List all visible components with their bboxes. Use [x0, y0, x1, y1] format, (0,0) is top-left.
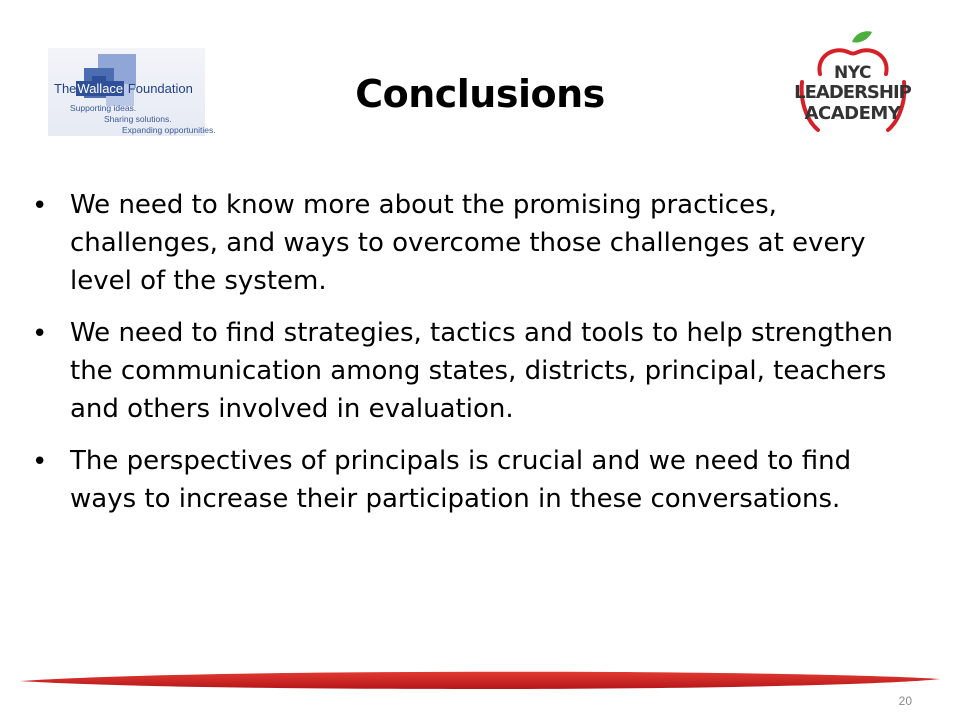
- wallace-tagline-1: Supporting ideas.: [70, 103, 137, 113]
- bullet-text: We need to find strategies, tactics and tools to help strengthen the communication among states, districts, principal, teachers and others involved in evaluation.: [70, 318, 894, 424]
- wallace-foundation-logo: [48, 48, 216, 136]
- bullet-marker: •: [32, 191, 48, 221]
- bullet-list: [30, 186, 920, 532]
- bullet-marker: •: [32, 447, 48, 477]
- nyc-leadership-academy-logo: [790, 30, 915, 135]
- wallace-name-highlight: Wallace: [77, 81, 124, 96]
- nyc-logo-line-3: ACADEMY: [804, 103, 901, 124]
- bullet-item: [30, 186, 920, 300]
- wallace-name-suffix: Foundation: [127, 81, 193, 96]
- wallace-name: [54, 81, 193, 96]
- bullet-item: [30, 442, 920, 518]
- page-number: 20: [898, 694, 912, 708]
- wallace-tagline-2: Sharing solutions.: [104, 114, 172, 124]
- nyc-logo-line-2: LEADERSHIP: [794, 82, 911, 103]
- red-swoosh-bar: [18, 668, 942, 692]
- bullet-item: [30, 314, 920, 428]
- bullet-marker: •: [32, 319, 48, 349]
- bullet-text: The perspectives of principals is crucial and we need to find ways to increase their participation in these conversations.: [70, 446, 852, 514]
- wallace-squares-graphic: [84, 54, 136, 106]
- slide-title: Conclusions: [355, 72, 605, 116]
- wallace-name-prefix: The: [54, 81, 77, 96]
- nyc-logo-line-1: NYC: [834, 63, 871, 83]
- bullet-text: We need to know more about the promising practices, challenges, and ways to overcome those challenges at every level of the system.: [70, 190, 866, 296]
- leaf-icon: [852, 31, 872, 42]
- wallace-tagline-3: Expanding opportunities.: [122, 125, 216, 135]
